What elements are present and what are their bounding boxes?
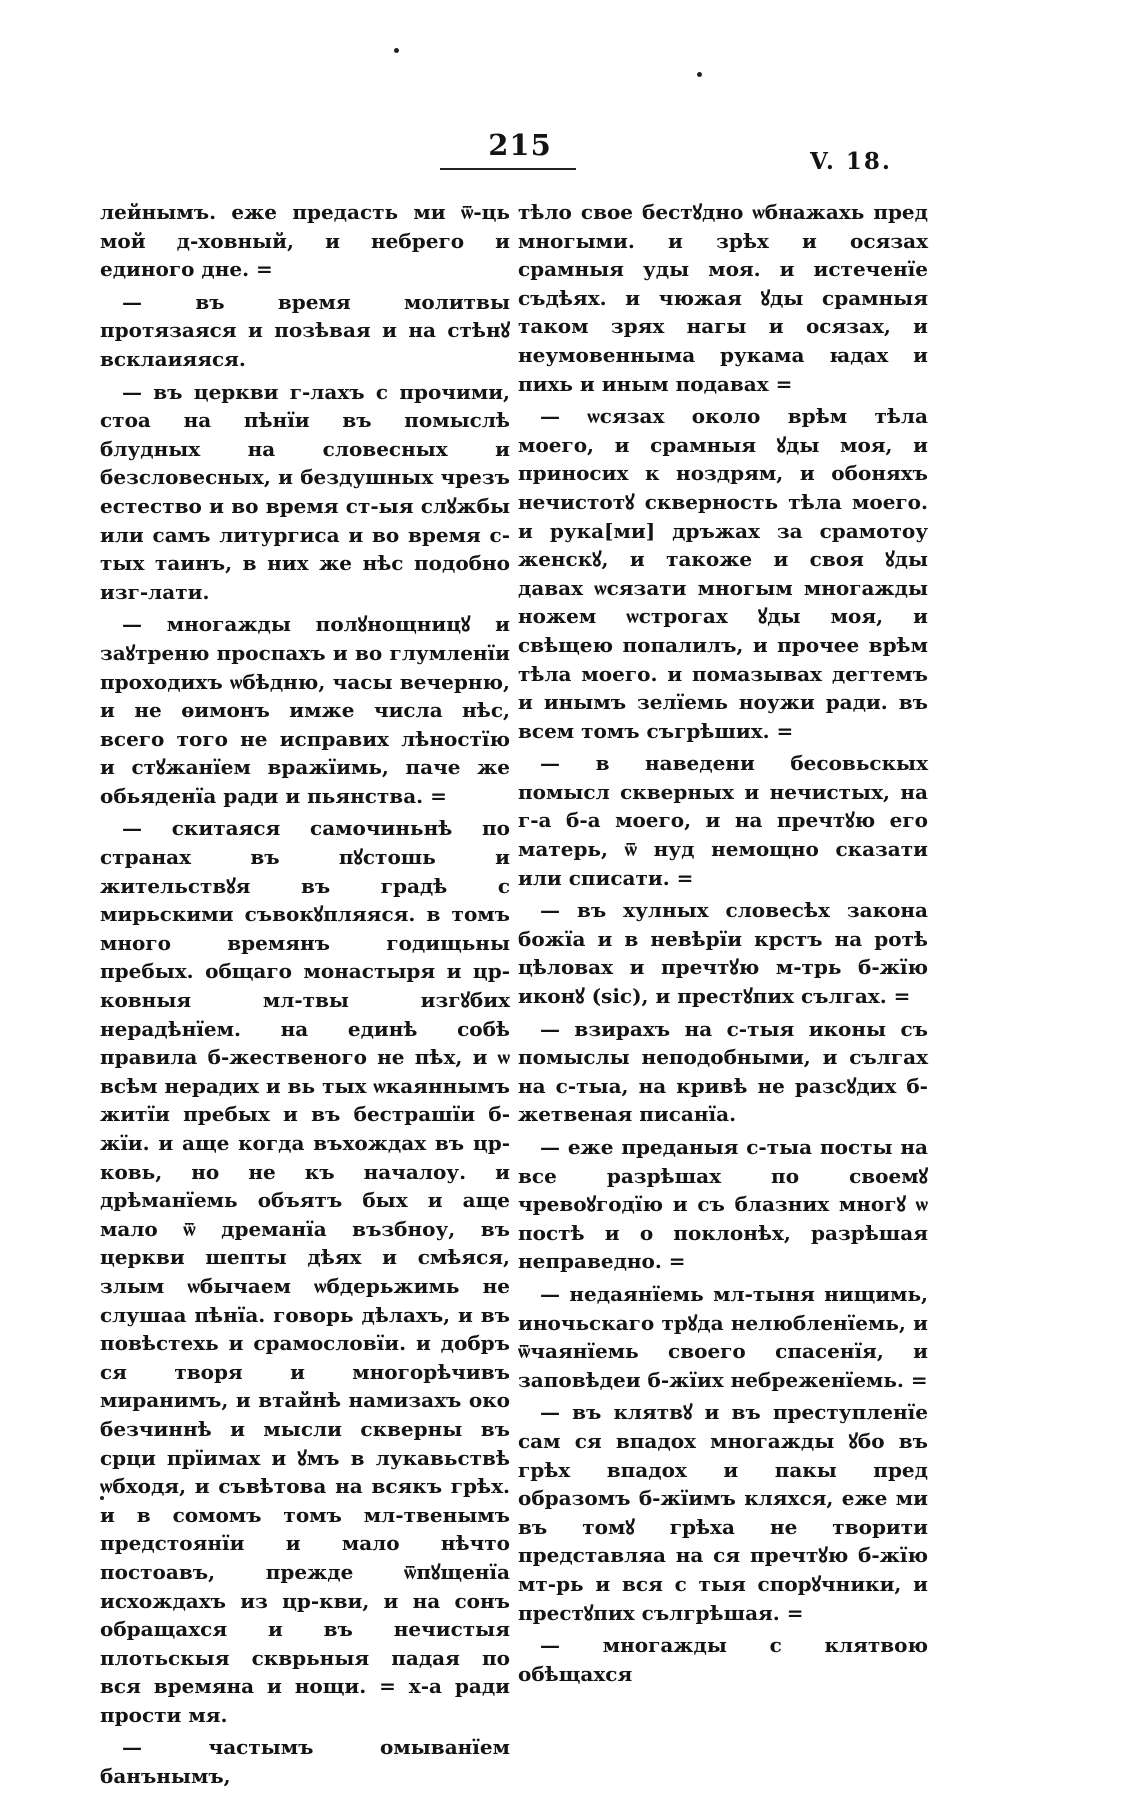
section-reference: V. 18.: [810, 148, 892, 175]
paragraph: — недаянїемь мл-тыня нищимь, иночьскаго трꙋда нелюбленїемь, и ѿчаянїемь своего спасенїя, и заповѣдеи б-жїих небреженїемь. =: [518, 1281, 928, 1392]
paragraph: тѣло свое бестꙋдно ѡбнажахь пред многыми. и зрѣх и осязах срамныя уды моя. и истеченїе съдѣях. и чюжая ꙋды срамныя таком зрях нагы и осязах, и неумовенныма рукама ꙗдах и пихь и иным подавах =: [518, 200, 928, 396]
ink-speck: [394, 48, 399, 53]
header-rule: [440, 168, 576, 170]
right-column: [518, 198, 928, 1692]
left-column: [100, 198, 510, 1795]
paragraph: лейнымъ. еже предасть ми ѿ-ць мой д-ховный, и небрего и единого дне. =: [100, 200, 510, 282]
paragraph: — въ хулных словесѣх закона божїа и в невѣрїи крстъ на ротѣ цѣловах и пречтꙋю м-трь б-жїю иконꙋ (sic), и престꙋпих сългах. =: [518, 898, 928, 1009]
page-number: 215: [488, 128, 552, 162]
paragraph: — въ время молитвы протязаяся и позѣвая и на стѣнꙋ всклаияяся.: [100, 289, 510, 371]
paragraph: — взирахъ на с-тыя иконы съ помыслы неподобными, и сългах на с-тыа, на кривѣ не разсꙋдих б-жетвеная писанїа.: [518, 1016, 928, 1127]
paragraph: — частымъ омыванїем банънымъ,: [100, 1735, 510, 1789]
paragraph: — въ клятвꙋ и въ преступленїе сам ся впадох многажды ꙋбо въ грѣх впадох и пакы пред образомъ б-жїимъ кляхся, еже ми въ томꙋ грѣха не творити представляа на ся пречтꙋю б-жїю мт-рь и вся с тыя спорꙋчники, и престꙋпих сългрѣшая. =: [518, 1400, 928, 1625]
paragraph: — еже преданыя с-тыа посты на все разрѣшах по своемꙋ чревоꙋгодїю и съ блазних многꙋ ѡ постѣ и о поклонѣх, разрѣшая неправедно. =: [518, 1135, 928, 1274]
paragraph: — ѡсязах около врѣм тѣла моего, и срамныя ꙋды моя, и приносих к ноздрям, и обоняхъ нечистотꙋ скверность тѣла моего. и рука[ми] дръжах за срамотоу женскꙋ, и такоже и своя ꙋды давах ѡсязати многым многажды ножем ѡстрогах ꙋды моя, и свѣщею попалилъ, и прочее врѣм тѣла моего. и помазывах дегтемъ и инымъ зелїемь ноужи ради. въ всем томъ съгрѣших. =: [518, 404, 928, 743]
paragraph: — въ церкви г-лахъ с прочими, стоа на пѣнїи въ помыслѣ блудных на словесных и безсловесных, и бездушных чрезъ естество и во время ст-ыя слꙋжбы или самъ литургиса и во время с-тых таинъ, в них же нѣс подобно изг-лати.: [100, 379, 510, 604]
paragraph: — в наведени бесовьскых помысл скверных и нечистых, на г-а б-а моего, и на пречтꙋю его матерь, ѿ нуд немощно сказати или списати. =: [518, 751, 928, 890]
ink-speck: [697, 72, 702, 77]
paragraph: — скитаяся самочиньнѣ по странах въ пꙋстошь и жительствꙋя въ градѣ с мирьскими съвокꙋпляяся. в томъ много времянъ годищьны пребых. общаго монастыря и цр-ковныя мл-твы изгꙋбих нерадѣнїем. на единѣ собѣ правила б-жественого не пѣх, и ѡ всѣм нерадих и вь тых ѡкаяннымъ житїи пребых и въ бестрашїи б-жїи. и аще когда въхождах въ цр-ковь, но не къ началоу. и дрѣманїемь объятъ бых и аще мало ѿ дреманїа възбноу, въ церкви шепты дѣях и смѣяся, злым ѡбычаем ѡбдерьжимь не слушаа пѣнїа. говорь дѣлахъ, и въ повѣстехь и срамословїи. и добръ ся творя и многорѣчивъ миранимъ, и втайнѣ намизахъ око безчиннѣ и мысли скверны въ срци прїимах и ꙋмъ в лукавьствѣ ѡбходя, и съвѣтова на всякъ грѣх. и в сомомъ томъ мл-твенымъ предстоянїи и мало нѣчто постоавъ, прежде ѿпꙋщенїа исхождахъ из цр-кви, и на сонъ обращахся и въ нечистыя плотьскыя скврьныя падая по вся времяна и нощи. = х-а ради прости мя.: [100, 816, 510, 1727]
paragraph: — многажды полꙋнощницꙋ и заꙋтреню проспахъ и во глумленїи проходихъ ѡбѣдню, часы вечерню, и не ѳимонъ имже числа нѣс, всего того не исправих лѣностїю и стꙋжанїем вражїимь, паче же обьяденїа ради и пьянства. =: [100, 612, 510, 808]
paragraph: — многажды с клятвою обѣщахся: [518, 1633, 928, 1686]
